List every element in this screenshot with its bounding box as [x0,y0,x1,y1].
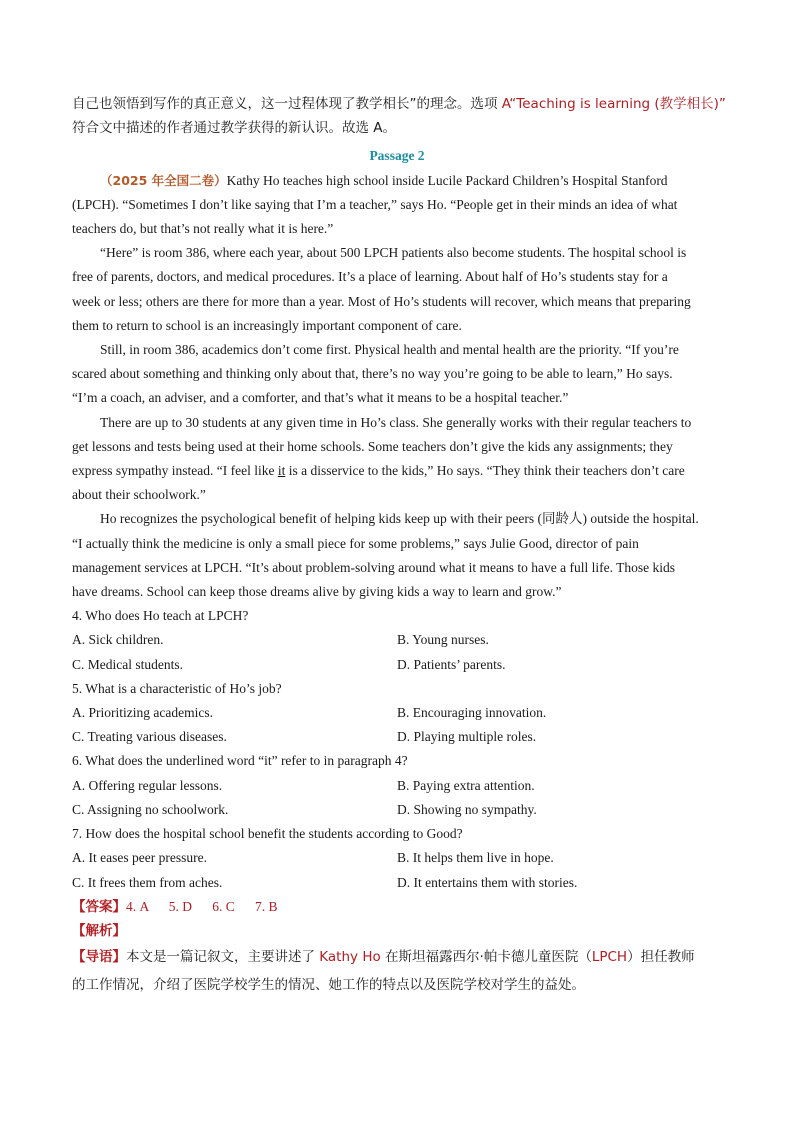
intro-option-a: A“Teaching is learning (教学相长)” [501,96,726,112]
question-5-stem: 5. What is a characteristic of Ho’s job? [72,680,282,696]
guide-name: Kathy Ho [319,949,381,966]
question-6-stem: 6. What does the underlined word “it” refer to in paragraph 4? [72,753,408,769]
paragraph-2-line-2: free of parents, doctors, and medical procedures. It’s a place of learning. About half of Ho’s students stay for a [72,269,668,285]
guide-abbr: LPCH [591,949,628,966]
paragraph-1-line-2: (LPCH). “Sometimes I don’t like saying that I’m a teacher,” says Ho. “People get in their minds an idea of what [72,196,678,212]
option: C. Treating various diseases. [72,729,227,745]
option: D. Showing no sympathy. [397,801,537,817]
paragraph-text: express sympathy instead. “I feel like [72,463,278,479]
paragraph-text: Kathy Ho teaches high school inside Lucile Packard Children’s Hospital Stanford [226,172,668,188]
option: A. Offering regular lessons. [72,777,223,793]
option: A. Prioritizing academics. [72,705,213,721]
question-6-options-row-2 [72,798,722,822]
document-page [72,92,726,999]
question-4-options-row-2 [72,653,722,677]
question-6-options-row-1 [72,774,722,798]
question-7-stem: 7. How does the hospital school benefit the students according to Good? [72,826,463,842]
intro-line-1 [72,92,726,116]
paragraph-1-line-3: teachers do, but that’s not really what it is here.” [72,221,334,237]
question-4-options-row-1 [72,628,722,652]
underlined-word-it: it [277,463,286,479]
guide-line-1 [72,943,722,971]
analysis-label: 【解析】 [72,922,126,939]
passage-title: Passage 2 [369,148,425,164]
paragraph-4-line-4: about their schoolwork.” [72,487,206,503]
option: D. Playing multiple roles. [397,729,537,745]
question-4-stem: 4. Who does Ho teach at LPCH? [72,608,249,624]
option: C. Assigning no schoolwork. [72,801,229,817]
question-5-options-row-2 [72,725,722,749]
option: B. It helps them live in hope. [397,850,554,866]
paragraph-4-line-1: There are up to 30 students at any given time in Ho’s class. She generally works with their regular teachers to [100,414,692,430]
option: B. Encouraging innovation. [397,705,547,721]
option: B. Young nurses. [397,632,489,648]
question-7-options-row-2 [72,871,722,895]
question-5-options-row-1 [72,701,722,725]
guide-line-2: 的工作情况，介绍了医院学校学生的情况、她工作的特点以及医院学校对学生的益处。 [72,977,585,994]
paragraph-3-line-1: Still, in room 386, academics don’t come first. Physical health and mental health are the priority. “If you’re [100,342,679,358]
answer-text: 4. A 5. D 6. C 7. B [126,898,278,914]
guide-text: 本文是一篇记叙文，主要讲述了 [126,949,320,966]
source-label: （2025 年全国二卷） [100,172,227,188]
paragraph-4-line-2: get lessons and tests being used at their home schools. Some teachers don’t give the kids any assignments; they [72,438,673,454]
option: A. It eases peer pressure. [72,850,207,866]
paragraph-5-line-1: Ho recognizes the psychological benefit of helping kids keep up with their peers (同龄人) outside the hospital. [100,511,699,527]
paragraph-2-line-1: “Here” is room 386, where each year, about 500 LPCH patients also become students. The hospital school is [100,245,687,261]
option: D. Patients’ parents. [397,656,506,672]
guide-text: ）担任教师 [627,949,695,966]
intro-line-2: 符合文中描述的作者通过教学获得的新认识。故选 A。 [72,120,397,137]
paragraph-2-line-3: week or less; others are there for more than a year. Most of Ho’s students will recover, which means that preparing [72,293,691,309]
intro-text: 自己也领悟到写作的真正意义，这一过程体现了教学相长”的理念。选项 [72,96,502,112]
option: A. Sick children. [72,632,164,648]
analysis-line [72,919,722,943]
paragraph-2-line-4: them to return to school is an increasingly important component of care. [72,317,462,333]
paragraph-5-line-3: management services at LPCH. “It’s about problem-solving around what it means to have a full life. Those kids [72,559,675,575]
answer-line [72,895,722,919]
paragraph-3-line-2: scared about something and thinking only about that, there’s no way you’re going to be able to learn,” Ho says. [72,366,673,382]
option: D. It entertains them with stories. [397,874,578,890]
paragraph-1-line-1 [72,169,722,193]
paragraph-5-line-2: “I actually think the medicine is only a small piece for some problems,” says Julie Good, director of pain [72,535,639,551]
paragraph-3-line-3: “I’m a coach, an adviser, and a comforter, and that’s what it means to be a hospital teacher.” [72,390,569,406]
question-7-options-row-1 [72,846,722,870]
option: B. Paying extra attention. [397,777,535,793]
paragraph-5-line-4: have dreams. School can keep those dreams alive by giving kids a way to learn and grow.” [72,584,562,600]
option: C. Medical students. [72,656,183,672]
option: C. It frees them from aches. [72,874,223,890]
paragraph-text: is a disservice to the kids,” Ho says. “They think their teachers don’t care [285,463,685,479]
guide-label: 【导语】 [72,949,126,966]
guide-text: 在斯坦福露西尔·帕卡德儿童医院（ [380,949,592,966]
answer-label: 【答案】 [72,898,126,915]
paragraph-4-line-3 [72,459,722,483]
